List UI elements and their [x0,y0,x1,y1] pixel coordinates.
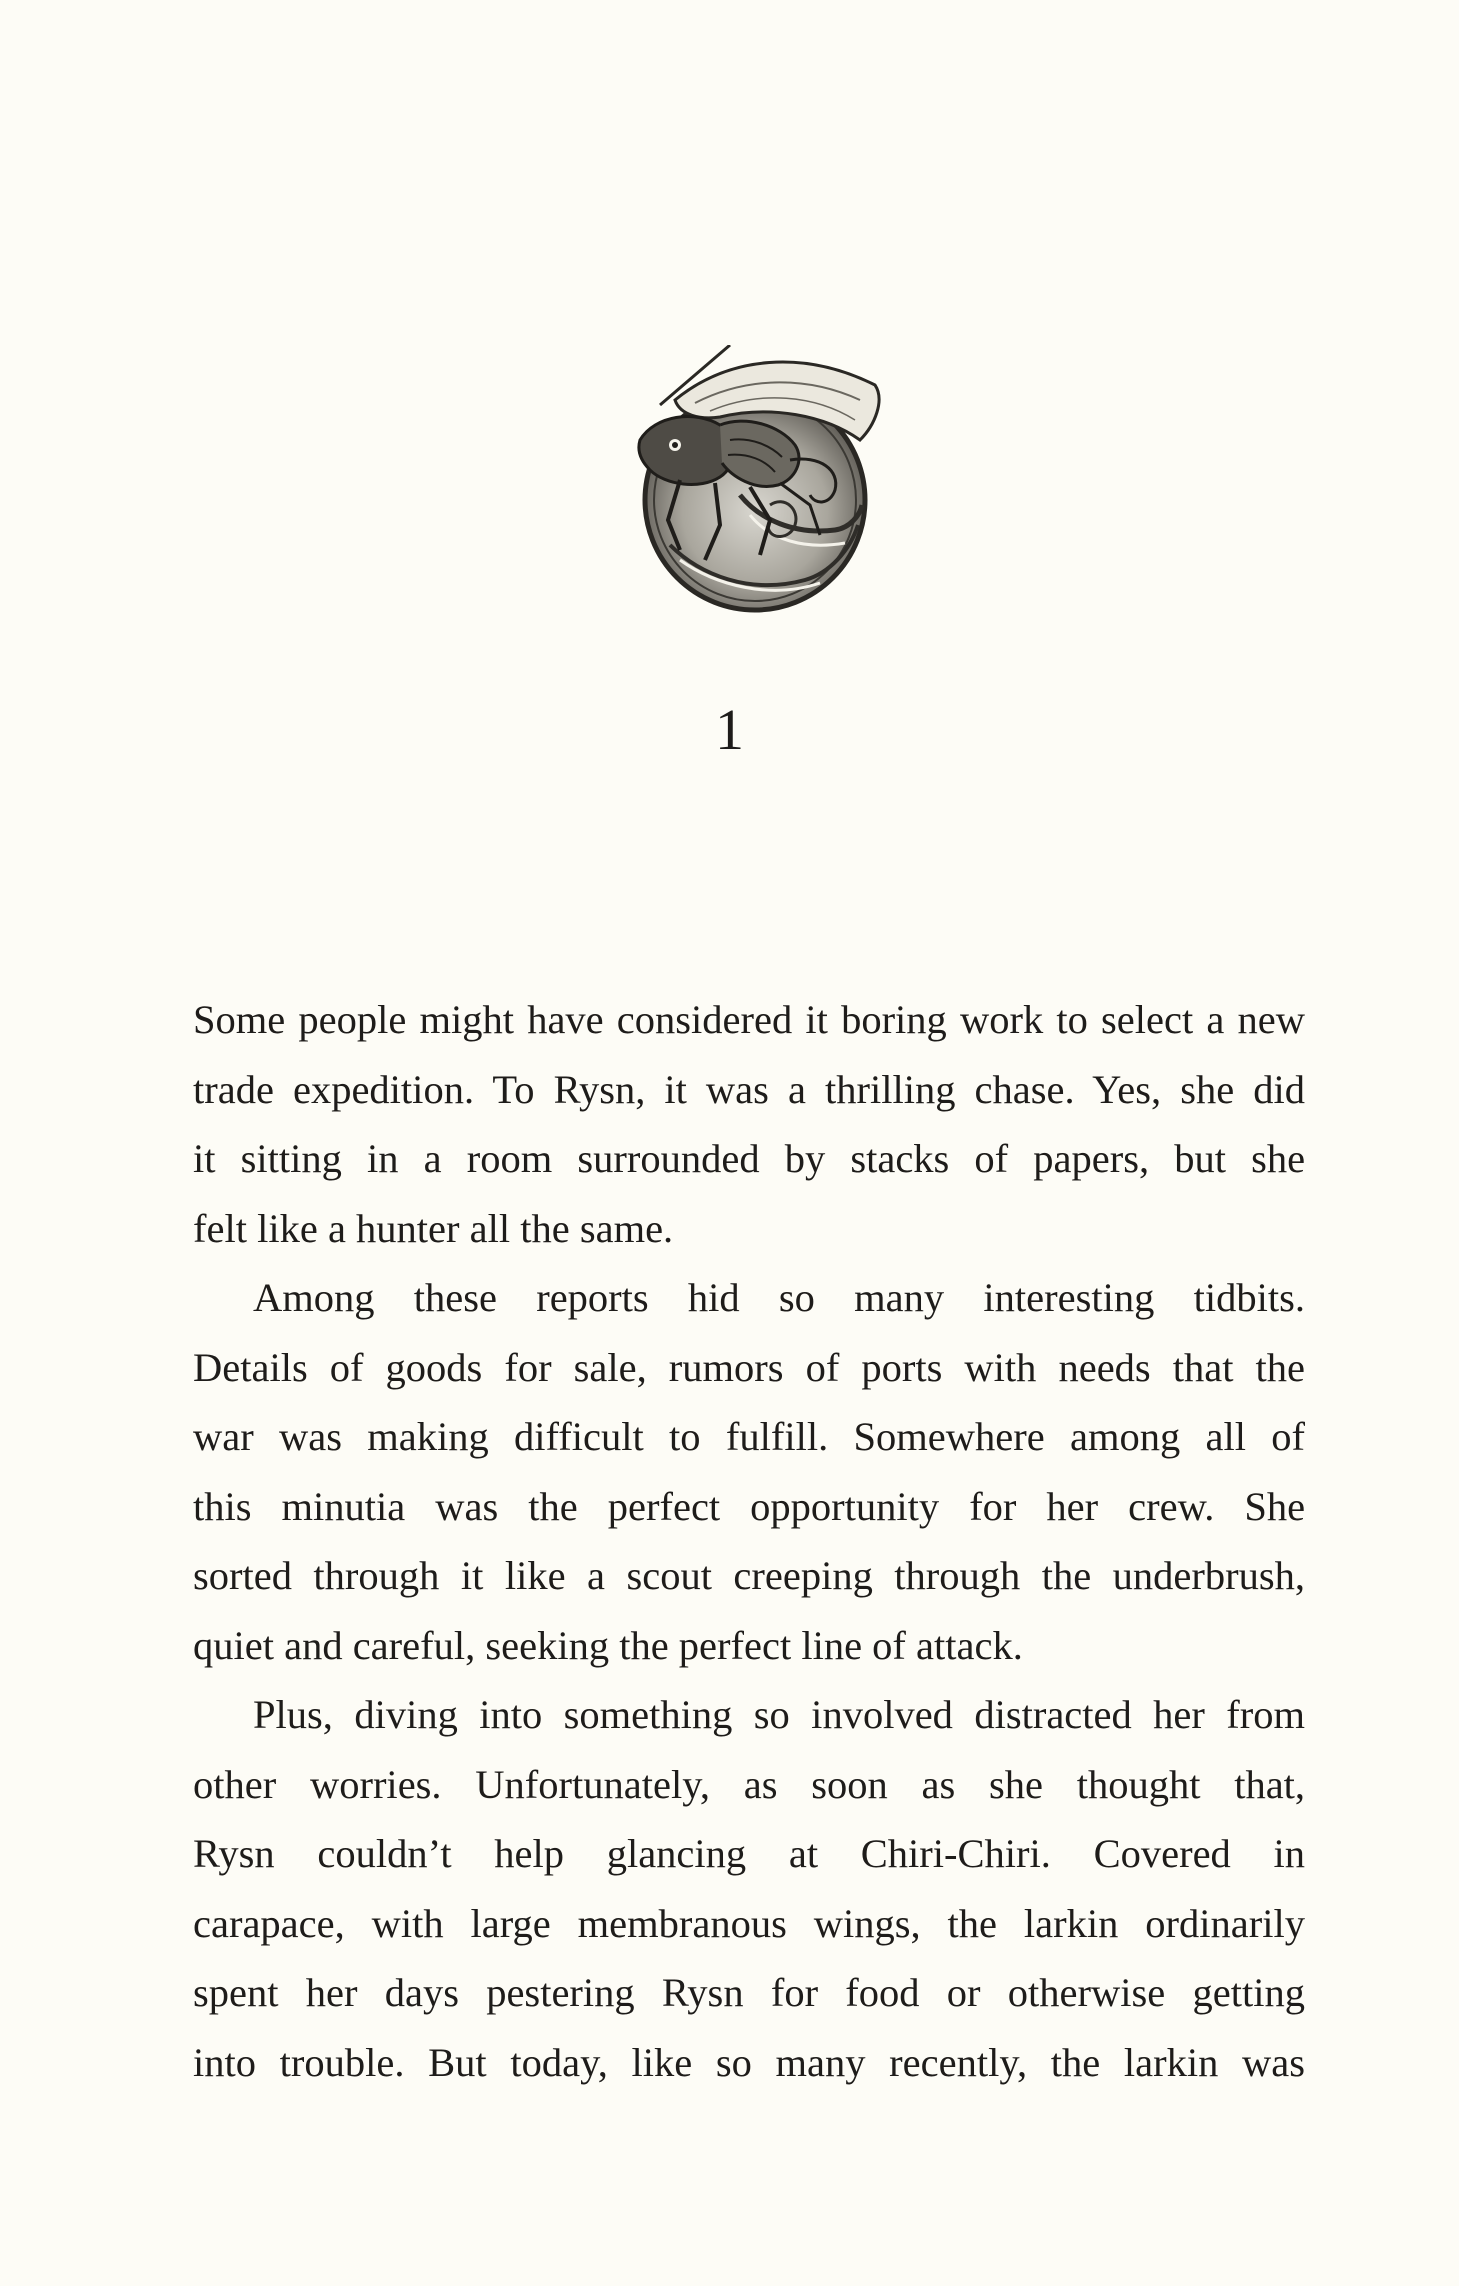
text-line: Some people might have considered it boring work to select a new [193,997,1305,1042]
text-line: into trouble. But today, like so many recently, the larkin was [193,2039,1305,2085]
chapter-body [193,985,1305,2097]
text-line: trade expedition. To Rysn, it was a thrilling chase. Yes, she did [193,1066,1305,1112]
text-line: this minutia was the perfect opportunity for her crew. She [193,1483,1306,1529]
text-line: carapace, with large membranous wings, the larkin ordinarily [193,1900,1305,1946]
text-line: spent her days pestering Rysn for food or otherwise getting [193,1970,1305,2015]
text-line: Rysn couldn’t help glancing at Chiri-Chiri. Covered in [193,1831,1305,1876]
text-line: sorted through it like a scout creeping through the underbrush, [193,1553,1306,1598]
text-line: felt like a hunter all the same. [193,1205,674,1251]
text-line: other worries. Unfortunately, as soon as she thought that, [193,1761,1306,1807]
paragraph-3 [193,1680,1305,2097]
larkin-medallion-icon [620,345,900,615]
chapter-number: 1 [715,697,744,762]
text-line: Details of goods for sale, rumors of ports with needs that the [193,1344,1305,1390]
text-line: war was making difficult to fulfill. Somewhere among all of [193,1414,1305,1459]
paragraph-2 [193,1263,1305,1680]
text-line: Among these reports hid so many interesting tidbits. [253,1275,1305,1320]
text-line: quiet and careful, seeking the perfect line of attack. [193,1622,1023,1668]
text-line: Plus, diving into something so involved distracted her from [253,1692,1305,1737]
paragraph-1 [193,985,1305,1263]
text-line: it sitting in a room surrounded by stacks of papers, but she [193,1136,1306,1181]
